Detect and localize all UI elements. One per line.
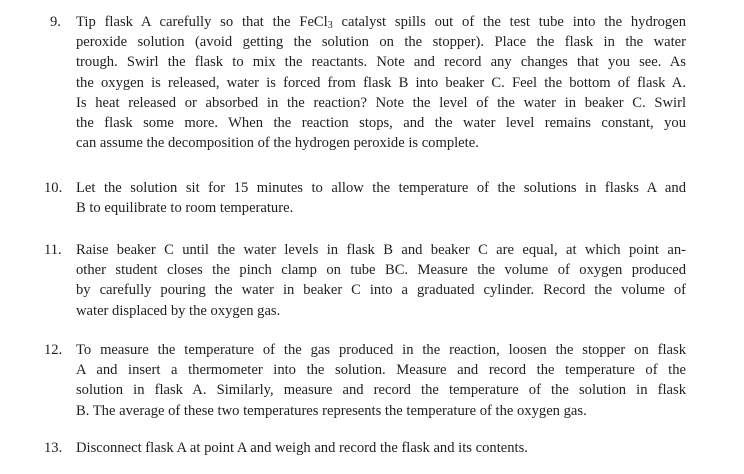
step-number: 11. (44, 242, 62, 258)
step-line: the oxygen is released, water is forced from flask B into beaker C. Feel the bottom of flask A. (76, 74, 686, 91)
step-line: Is heat released or absorbed in the reaction? Note the level of the water in beaker C. Swirl (76, 94, 686, 111)
step-text (76, 340, 686, 421)
step-text (76, 12, 686, 153)
step-line: peroxide solution (avoid getting the solution on the stopper). Place the flask in the water (76, 34, 686, 51)
step-line: other student closes the pinch clamp on tube BC. Measure the volume of oxygen produced (76, 262, 686, 279)
step-text (76, 240, 686, 321)
step-number: 12. (44, 342, 63, 358)
step-line: can assume the decomposition of the hydrogen peroxide is complete. (76, 135, 479, 152)
step-text (76, 178, 686, 218)
step-line: Disconnect flask A at point A and weigh and record the flask and its contents. (76, 440, 528, 456)
subscript: 3 (327, 20, 333, 31)
step-line: trough. Swirl the flask to mix the reactants. Note and record any changes that you see. As (76, 54, 686, 71)
step-line: To measure the temperature of the gas produced in the reaction, loosen the stopper on flask (76, 342, 686, 358)
step-number: 13. (44, 440, 63, 456)
step-number: 10. (44, 180, 63, 196)
step-line: B. The average of these two temperatures represents the temperature of the oxygen gas. (76, 402, 587, 419)
step-line: water displaced by the oxygen gas. (76, 302, 281, 319)
step-line: the flask some more. When the reaction stops, and the water level remains constant, you (76, 115, 686, 132)
step-line: Let the solution sit for 15 minutes to allow the temperature of the solutions in flasks A and (76, 180, 686, 196)
step-line: by carefully pouring the water in beaker C into a graduated cylinder. Record the volume of (76, 282, 686, 299)
step-line: B to equilibrate to room temperature. (76, 200, 294, 217)
step-number: 9. (50, 14, 61, 30)
step-line: Raise beaker C until the water levels in flask B and beaker C are equal, at which point an- (76, 242, 686, 258)
step-line: solution in flask A. Similarly, measure and record the temperature of the solution in flask (76, 382, 686, 399)
step-line: Tip flask A carefully so that the FeCl$_3$ catalyst spills out of the test tube into the hydrogen (76, 14, 686, 31)
step-line: A and insert a thermometer into the solution. Measure and record the temperature of the (76, 362, 686, 379)
step-text (76, 438, 686, 458)
